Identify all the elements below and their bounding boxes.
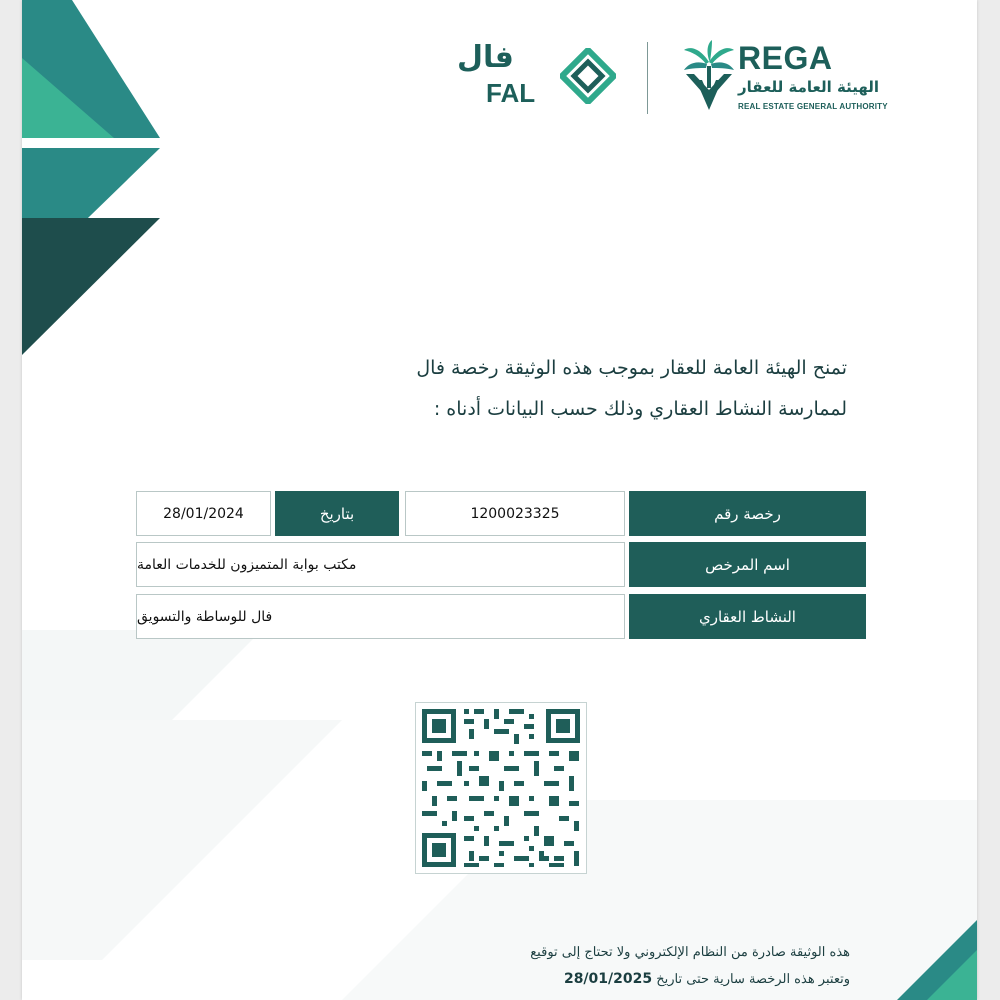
footer-line-1: هذه الوثيقة صادرة من النظام الإلكتروني ولا تحتاج إلى توقيع — [530, 945, 850, 960]
license-activity-label: النشاط العقاري — [629, 594, 866, 639]
footer-line-2 — [402, 966, 850, 993]
corner-accent — [897, 920, 977, 1000]
intro-text: تمنح الهيئة العامة للعقار بموجب هذه الوثيقة رخصة فال لممارسة النشاط العقاري وذلك حسب البيانات أدناه : — [416, 357, 847, 420]
footer-note — [402, 940, 850, 993]
valid-until-date: 28/01/2025 — [563, 971, 653, 987]
rega-logo — [682, 38, 937, 118]
decorative-chevrons — [22, 0, 202, 360]
fal-logo-arabic: فال — [457, 40, 514, 75]
license-holder-row — [136, 542, 866, 587]
license-date-value: 28/01/2024 — [136, 491, 271, 536]
license-date-label: بتاريخ — [275, 491, 399, 536]
fal-logo — [452, 40, 622, 110]
license-document — [22, 0, 977, 1000]
palm-tree-icon — [682, 40, 736, 114]
rega-logo-arabic: الهيئة العامة للعقار — [738, 78, 880, 96]
fal-diamond-icon — [560, 48, 616, 104]
license-number-row — [136, 491, 866, 536]
license-holder-value: مكتب بوابة المتميزون للخدمات العامة — [136, 542, 625, 587]
fal-logo-latin: FAL — [486, 78, 536, 108]
footer-validity-prefix: وتعتبر هذه الرخصة سارية حتى تاريخ — [656, 972, 850, 987]
rega-logo-latin: REGA — [738, 40, 833, 76]
license-holder-label: اسم المرخص — [629, 542, 866, 587]
rega-logo-english: REAL ESTATE GENERAL AUTHORITY — [738, 102, 888, 111]
logo-divider — [647, 42, 648, 114]
license-number-value: 1200023325 — [405, 491, 625, 536]
qr-code[interactable] — [415, 702, 587, 874]
license-number-label: رخصة رقم — [629, 491, 866, 536]
license-activity-row — [136, 594, 866, 639]
license-activity-value: فال للوساطة والتسويق — [136, 594, 625, 639]
